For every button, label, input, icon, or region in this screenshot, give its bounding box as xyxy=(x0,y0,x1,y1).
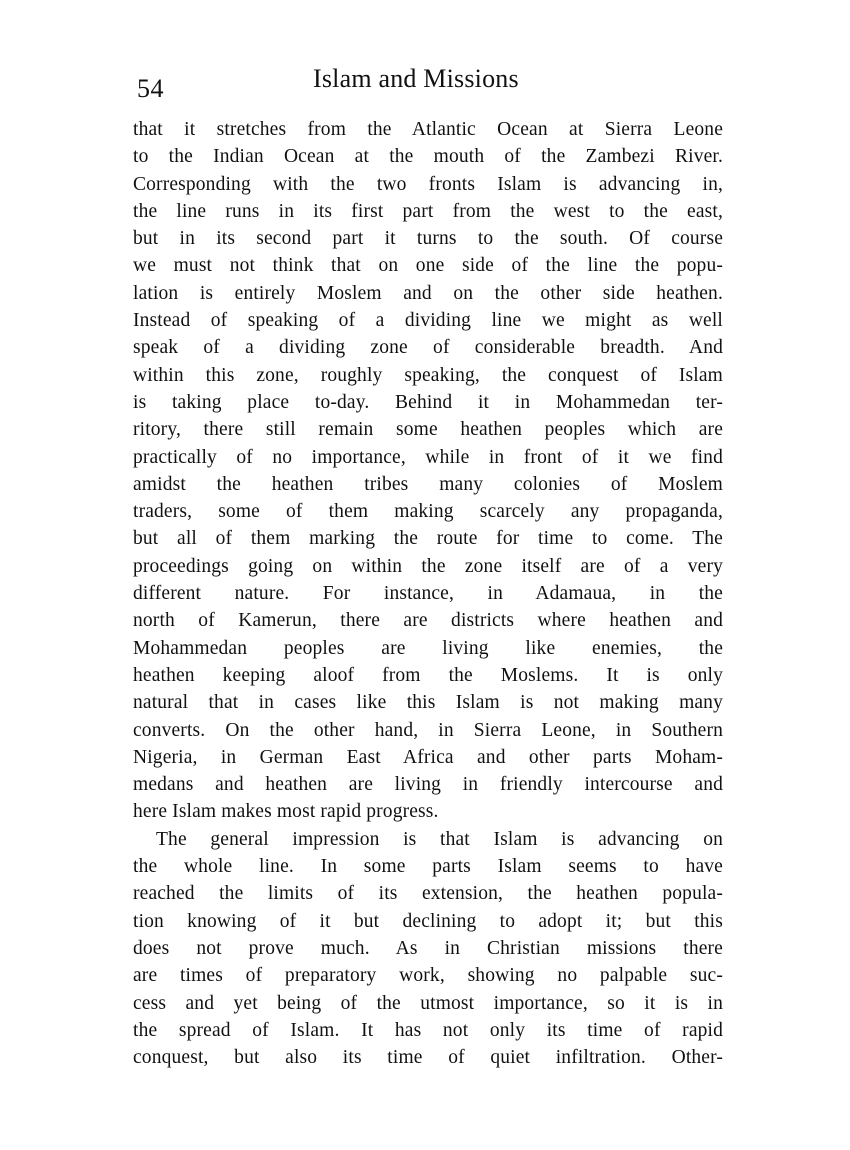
text-line: cess and yet being of the utmost importance, so it is in xyxy=(133,992,723,1014)
text-line: Corresponding with the two fronts Islam is advancing in, xyxy=(133,173,723,195)
text-line: does not prove much. As in Christian missions there xyxy=(133,937,723,959)
text-line: heathen keeping aloof from the Moslems. It is only xyxy=(133,664,723,686)
text-line: traders, some of them making scarcely any propaganda, xyxy=(133,501,723,523)
text-line: within this zone, roughly speaking, the conquest of Islam xyxy=(133,364,723,386)
text-line: medans and heathen are living in friendly intercourse and xyxy=(133,774,723,796)
text-line: lation is entirely Moslem and on the other side heathen. xyxy=(133,282,723,304)
running-head xyxy=(133,58,723,102)
text-line: that it stretches from the Atlantic Ocean at Sierra Leone xyxy=(133,119,723,140)
text-line: are times of preparatory work, showing no palpable suc- xyxy=(133,965,723,987)
text-line: is taking place to-day. Behind it in Mohammedan ter- xyxy=(133,391,723,413)
text-line: the whole line. In some parts Islam seems to have xyxy=(133,856,723,878)
text-line: converts. On the other hand, in Sierra Leone, in Southern xyxy=(133,719,723,741)
text-line: Mohammedan peoples are living like enemies, the xyxy=(133,637,723,659)
paragraph-2 xyxy=(133,826,723,1072)
paragraph-1 xyxy=(133,116,723,826)
text-line: tion knowing of it but declining to adopt it; but this xyxy=(133,910,723,932)
text-line: the spread of Islam. It has not only its time of rapid xyxy=(133,1019,723,1041)
text-line: The general impression is that Islam is advancing on xyxy=(156,828,723,850)
text-line: here Islam makes most rapid progress. xyxy=(133,801,439,823)
text-line: Nigeria, in German East Africa and other parts Moham- xyxy=(133,746,723,768)
page-number: 54 xyxy=(137,74,164,103)
text-line: different nature. For instance, in Adamaua, in the xyxy=(133,583,723,605)
text-line: we must not think that on one side of the line the popu- xyxy=(133,255,723,277)
text-line: conquest, but also its time of quiet infiltration. Other- xyxy=(133,1047,723,1069)
body-text xyxy=(133,116,723,1071)
text-line: proceedings going on within the zone itself are of a very xyxy=(133,555,723,577)
text-line: ritory, there still remain some heathen peoples which are xyxy=(133,419,723,441)
text-line: amidst the heathen tribes many colonies of Moslem xyxy=(133,473,723,495)
text-line: practically of no importance, while in front of it we find xyxy=(133,446,723,468)
text-line: reached the limits of its extension, the heathen popula- xyxy=(133,883,723,905)
text-line: speak of a dividing zone of considerable breadth. And xyxy=(133,337,723,359)
text-line: Instead of speaking of a dividing line we might as well xyxy=(133,310,723,332)
text-line: but in its second part it turns to the south. Of course xyxy=(133,228,723,250)
text-line: north of Kamerun, there are districts where heathen and xyxy=(133,610,723,632)
text-line: the line runs in its first part from the west to the east, xyxy=(133,200,723,222)
text-line: but all of them marking the route for time to come. The xyxy=(133,528,723,550)
text-line: natural that in cases like this Islam is not making many xyxy=(133,692,723,714)
text-line: to the Indian Ocean at the mouth of the Zambezi River. xyxy=(133,146,723,168)
running-title: Islam and Missions xyxy=(313,64,519,93)
